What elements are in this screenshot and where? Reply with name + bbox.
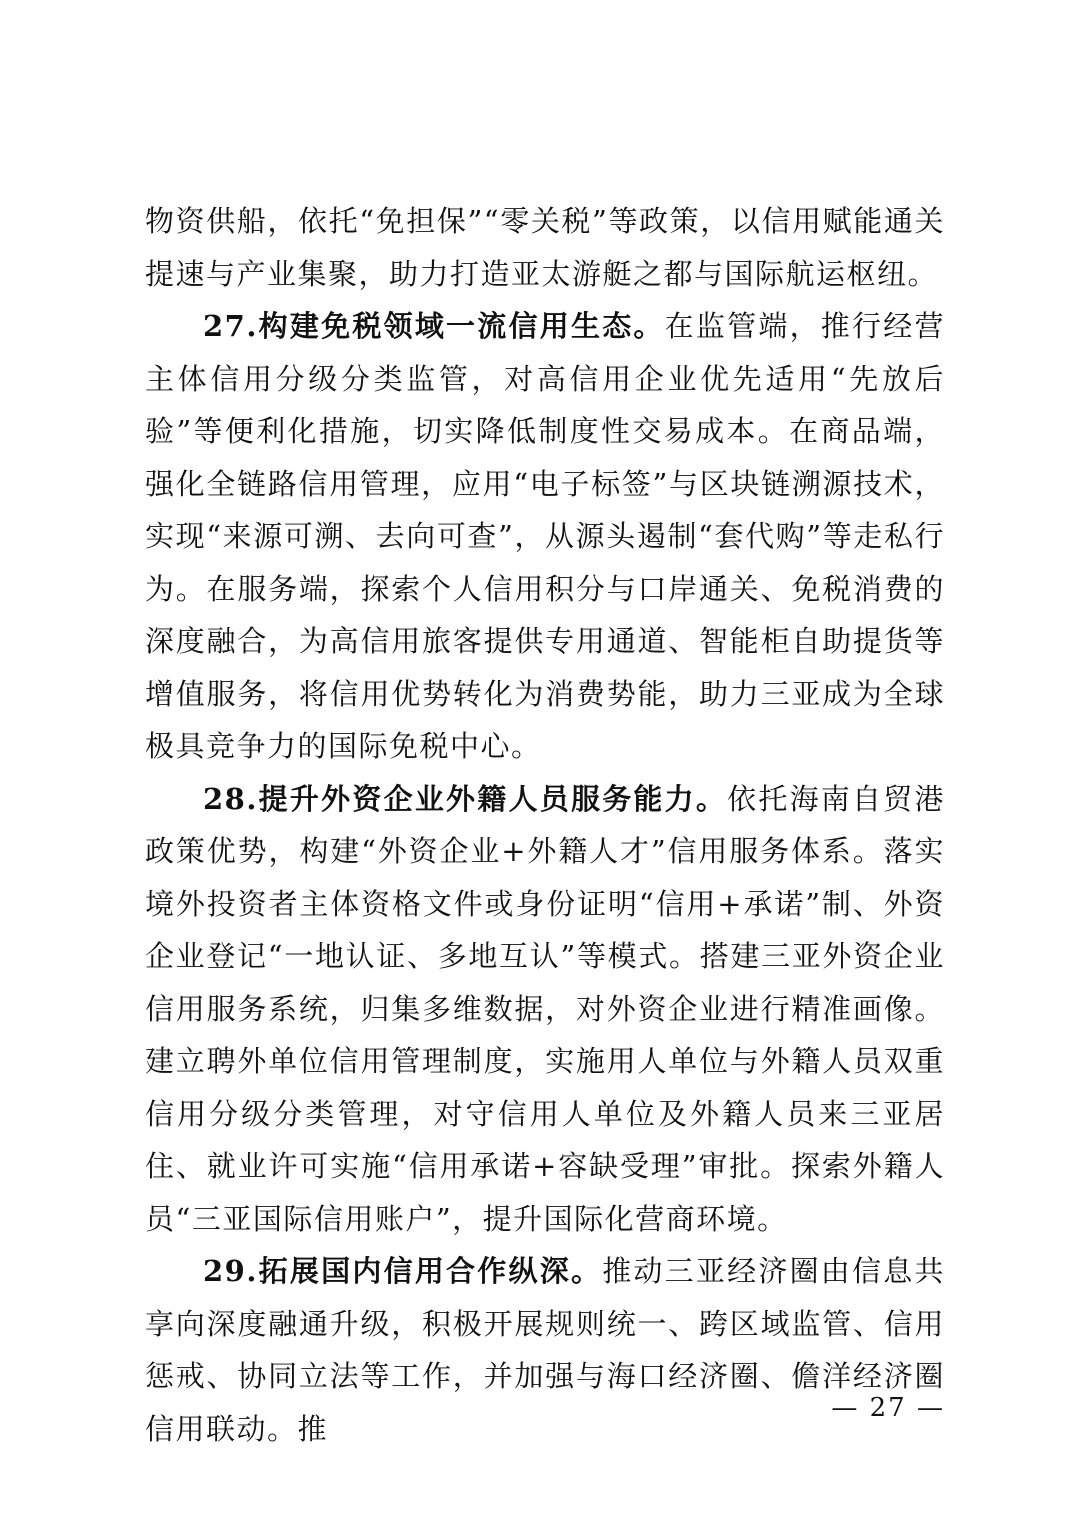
item-heading: 29.拓展国内信用合作纵深。 [203, 1254, 603, 1288]
item-heading: 28.提升外资企业外籍人员服务能力。 [203, 781, 728, 816]
paragraph-item-29 [145, 1245, 945, 1455]
paragraph-continuation [145, 195, 945, 300]
body-text [145, 195, 945, 1455]
paragraph-item-27 [145, 300, 945, 773]
paragraph-text: 物资供船，依托“免担保”“零关税”等政策，以信用赋能通关提速与产业集聚，助力打造亚太游艇之都与国际航运枢纽。 [145, 204, 945, 291]
paragraph-text: 依托海南自贸港政策优势，构建“外资企业+外籍人才”信用服务体系。落实境外投资者主体资格文件或身份证明“信用+承诺”制、外资企业登记“一地认证、多地互认”等模式。搭建三亚外资企业信用服务系统，归集多维数据，对外资企业进行精准画像。建立聘外单位信用管理制度，实施用人单位与外籍人员双重信用分级分类管理，对守信用人单位及外籍人员来三亚居住、就业许可实施“信用承诺+容缺受理”审批。探索外籍人员“三亚国际信用账户”，提升国际化营商环境。 [145, 781, 945, 1236]
paragraph-text: 在监管端，推行经营主体信用分级分类监管，对高信用企业优先适用“先放后验”等便利化措施，切实降低制度性交易成本。在商品端，强化全链路信用管理，应用“电子标签”与区块链溯源技术，实现“来源可溯、去向可查”，从源头遏制“套代购”等走私行为。在服务端，探索个人信用积分与口岸通关、免税消费的深度融合，为高信用旅客提供专用通道、智能柜自助提货等增值服务，将信用优势转化为消费势能，助力三亚成为全球极具竞争力的国际免税中心。 [145, 309, 945, 763]
paragraph-text: 推动三亚经济圈由信息共享向深度融通升级，积极开展规则统一、跨区域监管、信用惩戒、协同立法等工作，并加强与海口经济圈、儋洋经济圈信用联动。推 [145, 1254, 945, 1446]
paragraph-item-28 [145, 773, 945, 1246]
page-number: — 27 — [831, 1393, 945, 1423]
item-heading: 27.构建免税领域一流信用生态。 [203, 309, 665, 343]
